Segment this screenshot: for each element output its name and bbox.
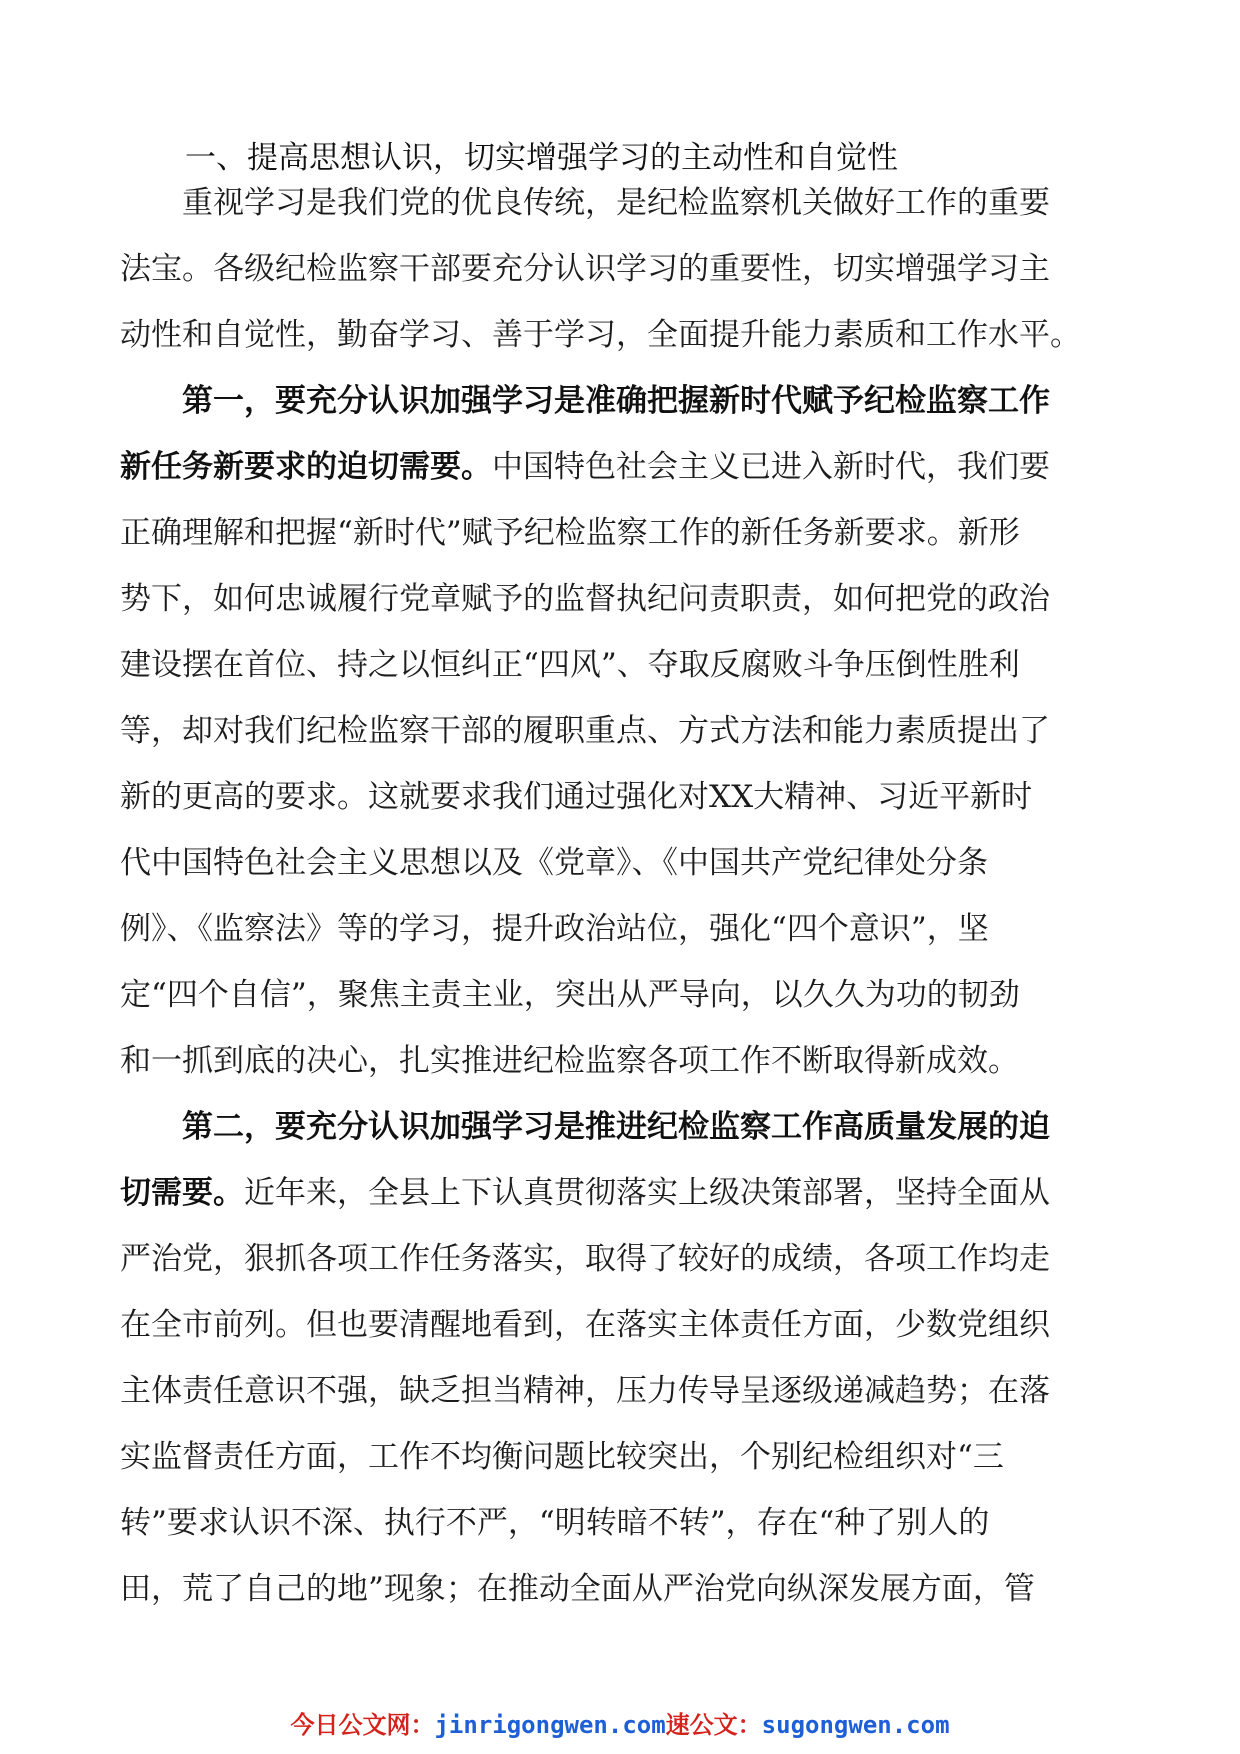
line-text: 建设摆在首位、持之以恒纠正“四风”、夺取反腐败斗争压倒性胜利	[120, 647, 1020, 683]
text-line	[182, 170, 1050, 236]
text-line	[120, 566, 1050, 632]
footer-watermark	[0, 1705, 1240, 1740]
text-line	[120, 1424, 1004, 1490]
text-line	[120, 698, 1050, 764]
text-line	[182, 1094, 1050, 1160]
bold-lead-text: 切需要。	[120, 1175, 244, 1211]
text-line	[120, 1292, 1050, 1358]
line-text: 法宝。各级纪检监察干部要充分认识学习的重要性，切实增强学习主	[120, 251, 1050, 287]
bold-lead-text: 第一，要充分认识加强学习是准确把握新时代赋予纪检监察工作	[182, 383, 1050, 419]
line-text: 中国特色社会主义已进入新时代，我们要	[492, 449, 1050, 485]
text-line	[120, 764, 1032, 830]
line-text: 例》、《监察法》等的学习，提升政治站位，强化“四个意识”，坚	[120, 911, 989, 947]
line-text: 严治党，狠抓各项工作任务落实，取得了较好的成绩，各项工作均走	[120, 1241, 1050, 1277]
text-line	[120, 1490, 989, 1556]
bold-lead-text: 新任务新要求的迫切需要。	[120, 449, 492, 485]
line-text: 在全市前列。但也要清醒地看到，在落实主体责任方面，少数党组织	[120, 1307, 1050, 1343]
footer-label-1: 今日公文网：	[290, 1711, 435, 1739]
text-line	[120, 1226, 1050, 1292]
text-line	[120, 1556, 1035, 1622]
line-text: 动性和自觉性，勤奋学习、善于学习，全面提升能力素质和工作水平。	[120, 317, 1081, 353]
line-text: 代中国特色社会主义思想以及《党章》、《中国共产党纪律处分条	[120, 845, 988, 881]
line-text: 重视学习是我们党的优良传统，是纪检监察机关做好工作的重要	[182, 185, 1050, 221]
text-line	[120, 962, 1020, 1028]
line-text: 正确理解和把握“新时代”赋予纪检监察工作的新任务新要求。新形	[120, 515, 1020, 551]
bold-lead-text: 第二，要充分认识加强学习是推进纪检监察工作高质量发展的迫	[182, 1109, 1050, 1145]
line-text: 实监督责任方面，工作不均衡问题比较突出，个别纪检组织对“三	[120, 1439, 1004, 1475]
line-text: 转”要求认识不深、执行不严，“明转暗不转”，存在“种了别人的	[120, 1505, 990, 1541]
line-text: 新的更高的要求。这就要求我们通过强化对XX大精神、习近平新时	[120, 779, 1033, 815]
text-line	[120, 302, 1081, 368]
text-line	[120, 632, 1020, 698]
line-text: 近年来，全县上下认真贯彻落实上级决策部署，坚持全面从	[244, 1175, 1050, 1211]
text-line	[182, 368, 1050, 434]
line-text: 田，荒了自己的地”现象；在推动全面从严治党向纵深发展方面，管	[120, 1571, 1035, 1607]
footer-link-2[interactable]: sugongwen.com	[761, 1711, 950, 1739]
line-text: 和一抓到底的决心，扎实推进纪检监察各项工作不断取得新成效。	[120, 1043, 1019, 1079]
text-line	[120, 434, 1050, 500]
text-line	[120, 1358, 1050, 1424]
text-line	[120, 236, 1050, 302]
text-line	[120, 1028, 1019, 1094]
section-heading: 一、提高思想认识，切实增强学习的主动性和自觉性	[185, 140, 898, 176]
text-line	[120, 896, 989, 962]
text-line	[120, 500, 1020, 566]
footer-label-2: 速公文：	[665, 1711, 762, 1739]
line-text: 势下，如何忠诚履行党章赋予的监督执纪问责职责，如何把党的政治	[120, 581, 1050, 617]
text-line	[120, 1160, 1050, 1226]
footer-link-1[interactable]: jinrigongwen.com	[434, 1711, 666, 1739]
line-text: 主体责任意识不强，缺乏担当精神，压力传导呈逐级递减趋势；在落	[120, 1373, 1050, 1409]
text-line	[120, 830, 988, 896]
line-text: 定“四个自信”，聚焦主责主业，突出从严导向，以久久为功的韧劲	[120, 977, 1020, 1013]
line-text: 等，却对我们纪检监察干部的履职重点、方式方法和能力素质提出了	[120, 713, 1050, 749]
